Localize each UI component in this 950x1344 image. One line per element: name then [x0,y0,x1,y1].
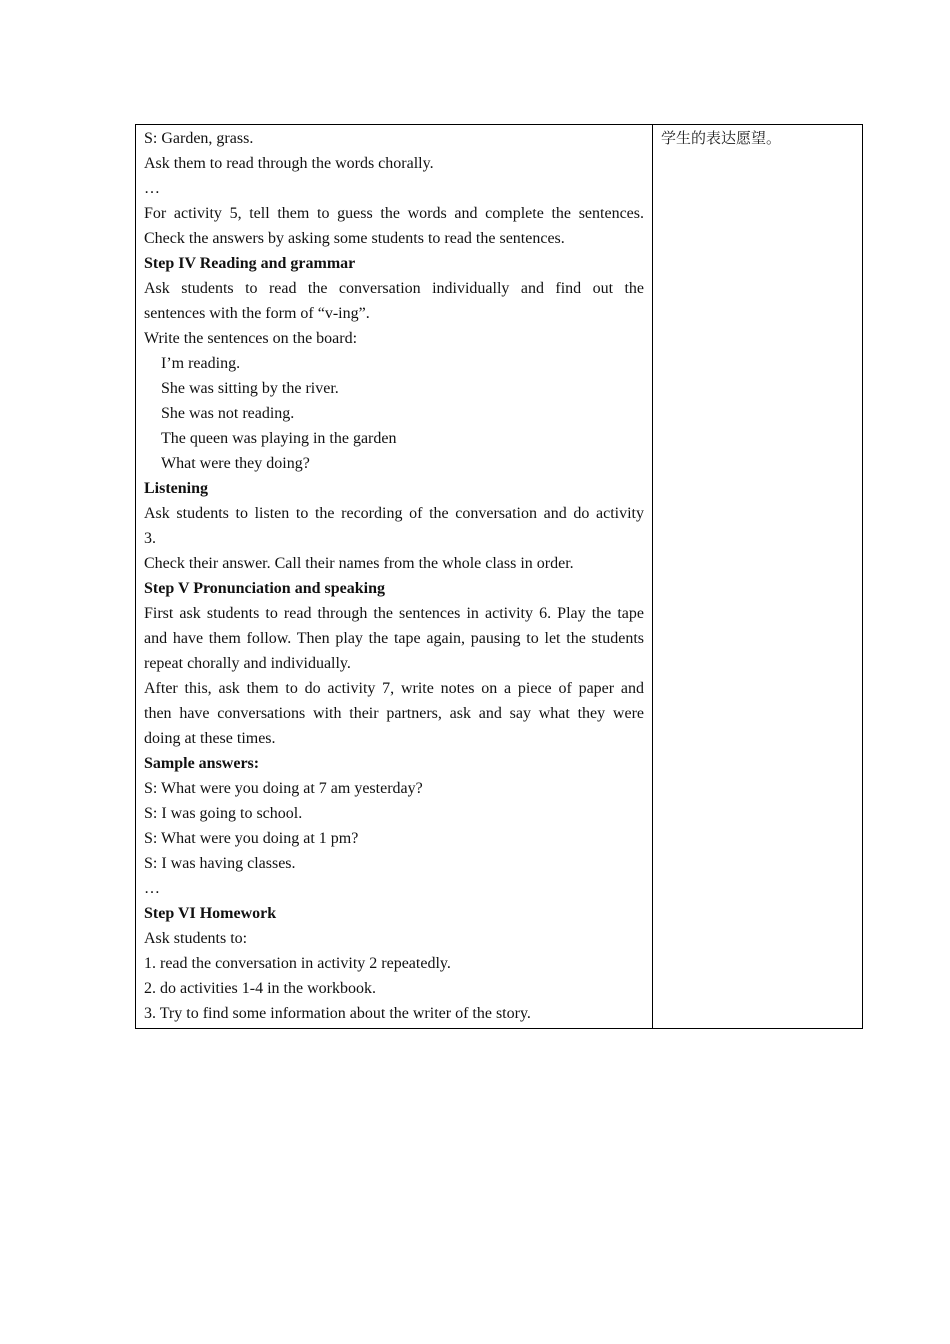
dialogue-line: S: I was having classes. [144,855,296,872]
dialogue-line: S: What were you doing at 1 pm? [144,830,359,847]
step-heading-pronunciation-speaking: Step V Pronunciation and speaking [144,580,385,597]
step-heading-reading-grammar: Step IV Reading and grammar [144,255,356,272]
sample-answers-heading: Sample answers: [144,755,260,772]
instruction-line: Check their answer. Call their names from the whole class in order. [144,555,574,572]
instruction-line: Ask students to: [144,930,248,947]
instruction-line: Ask students to read the conversation individually and find out the [144,280,644,297]
instruction-line: Write the sentences on the board: [144,330,358,347]
dialogue-line: S: What were you doing at 7 am yesterday? [144,780,423,797]
ellipsis-line: … [144,880,160,897]
design-intent-cell [653,125,863,1029]
board-sentence: The queen was playing in the garden [161,430,397,447]
instruction-line: Ask them to read through the words chorally. [144,155,434,172]
board-sentence: What were they doing? [161,455,310,472]
homework-item: 1. read the conversation in activity 2 repeatedly. [144,955,451,972]
instruction-line: Check the answers by asking some students to read the sentences. [144,230,565,247]
dialogue-line: S: I was going to school. [144,805,303,822]
dialogue-line: S: Garden, grass. [144,130,254,147]
instruction-line: and have them follow. Then play the tape again, pausing to let the students [144,630,644,647]
instruction-line: sentences with the form of “v-ing”. [144,305,370,322]
homework-item: 3. Try to find some information about the writer of the story. [144,1005,531,1022]
step-heading-homework: Step VI Homework [144,905,277,922]
board-sentence: She was sitting by the river. [161,380,339,397]
procedure-cell [136,125,653,1029]
instruction-line: Ask students to listen to the recording of the conversation and do activity [144,505,644,522]
ellipsis-line: … [144,180,160,197]
lesson-plan-table [135,124,863,1029]
instruction-line: repeat chorally and individually. [144,655,351,672]
instruction-line: First ask students to read through the sentences in activity 6. Play the tape [144,605,644,622]
section-heading-listening: Listening [144,480,209,497]
instruction-line: doing at these times. [144,730,276,747]
design-intent-text: 学生的表达愿望。 [661,129,782,147]
board-sentence: I’m reading. [161,355,241,372]
table-row [136,125,863,1029]
instruction-line: For activity 5, tell them to guess the words and complete the sentences. [144,205,644,222]
instruction-line: 3. [144,530,156,547]
homework-item: 2. do activities 1-4 in the workbook. [144,980,376,997]
instruction-line: After this, ask them to do activity 7, write notes on a piece of paper and [144,680,644,697]
board-sentence: She was not reading. [161,405,295,422]
instruction-line: then have conversations with their partners, ask and say what they were [144,705,644,722]
